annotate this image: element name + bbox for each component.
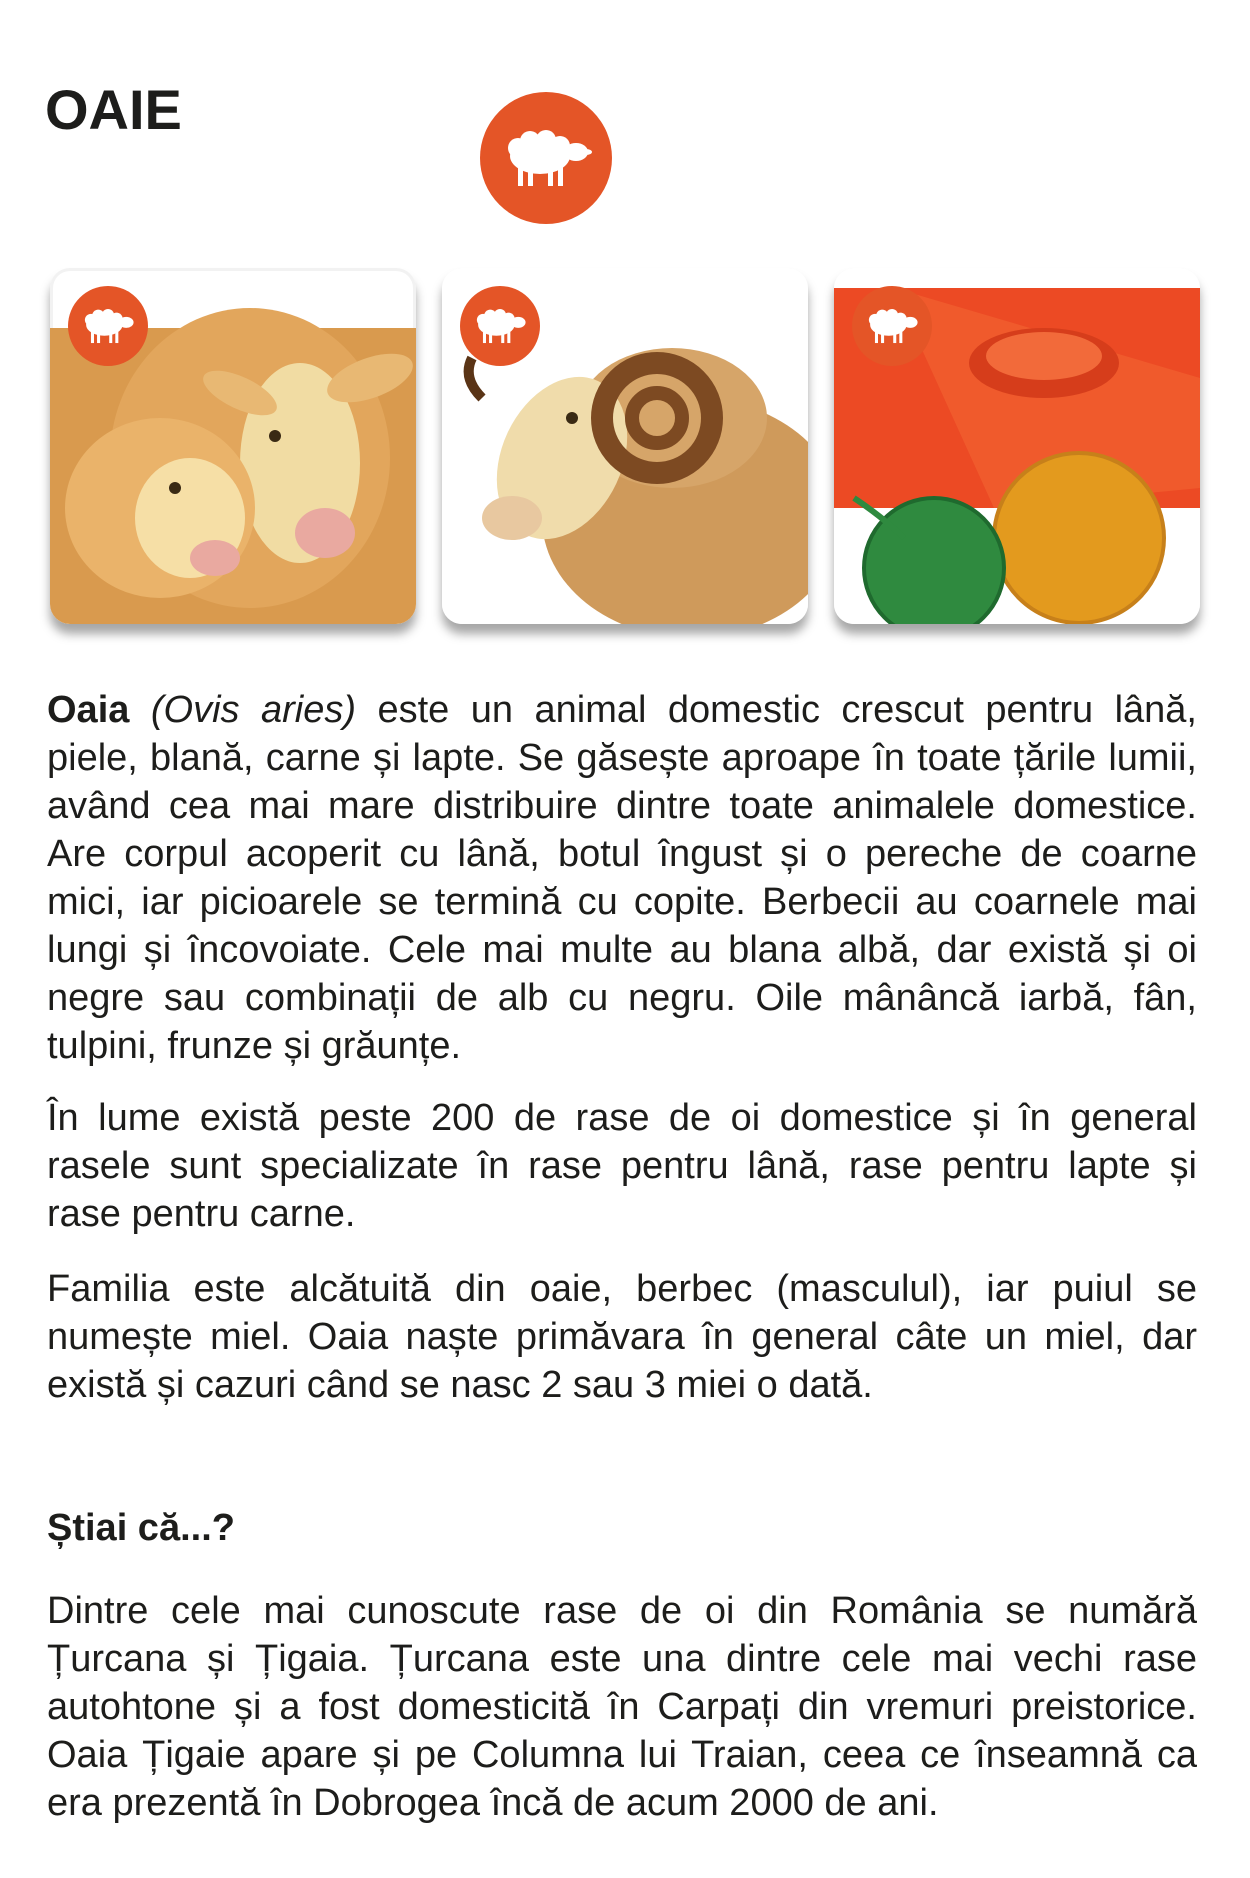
species-name: Oaia	[47, 689, 130, 731]
sheep-icon	[500, 126, 592, 190]
did-you-know-text: Dintre cele mai cunoscute rase de oi din România se numără Țurcana și Țigaia. Țurcana este una dintre cele mai vechi rase autohtone și a fost domesticită în Carpați din vremuri preistorice. Oaia Țigaie apare și pe Columna lui Traian, ceea ce înseamnă ca era prezentă în Dobrogea încă de acum 2000 de ani.	[47, 1590, 1197, 1824]
sheep-icon	[472, 306, 528, 346]
breeds-text: În lume există peste 200 de rase de oi domestice și în general rasele sunt specializate în rase pentru lână, rase pentru lapte și rase pentru carne.	[47, 1097, 1197, 1235]
sheep-badge-small	[852, 286, 932, 366]
card-wool-products	[834, 268, 1200, 624]
intro-text: este un animal domestic crescut pentru lână, piele, blană, carne și lapte. Se găsește aproape în toate țările lumii, având cea mai mare distribuire dintre toate animalele domestice. Are corpul acoperit cu lână, botul îngust și o pereche de coarne mici, iar picioarele se termină cu copite. Berbecii au coarnele mai lungi și încovoiate. Cele mai multe au blana albă, dar există și oi negre sau combinații de alb cu negru. Oile mânâncă iarbă, fân, tulpini, frunze și grăunțe.	[47, 689, 1197, 1067]
sheep-badge-small	[460, 286, 540, 366]
sheep-badge-small	[68, 286, 148, 366]
card-ram	[442, 268, 808, 624]
sheep-icon	[864, 306, 920, 346]
paragraph-breeds	[47, 1094, 1197, 1238]
illustration-cards	[50, 268, 1200, 638]
card-ewe-and-lamb	[50, 268, 416, 624]
paragraph-intro	[47, 686, 1197, 1070]
paragraph-family	[47, 1265, 1197, 1409]
page-title: OAIE	[45, 78, 182, 141]
sheep-badge	[480, 92, 612, 224]
paragraph-did-you-know	[47, 1587, 1197, 1827]
scientific-name: (Ovis aries)	[150, 689, 356, 731]
family-text: Familia este alcătuită din oaie, berbec (masculul), iar puiul se numește miel. Oaia naște primăvara în general câte un miel, dar există și cazuri când se nasc 2 sau 3 miei o dată.	[47, 1268, 1197, 1406]
sheep-icon	[80, 306, 136, 346]
did-you-know-heading: Știai că...?	[47, 1507, 235, 1549]
